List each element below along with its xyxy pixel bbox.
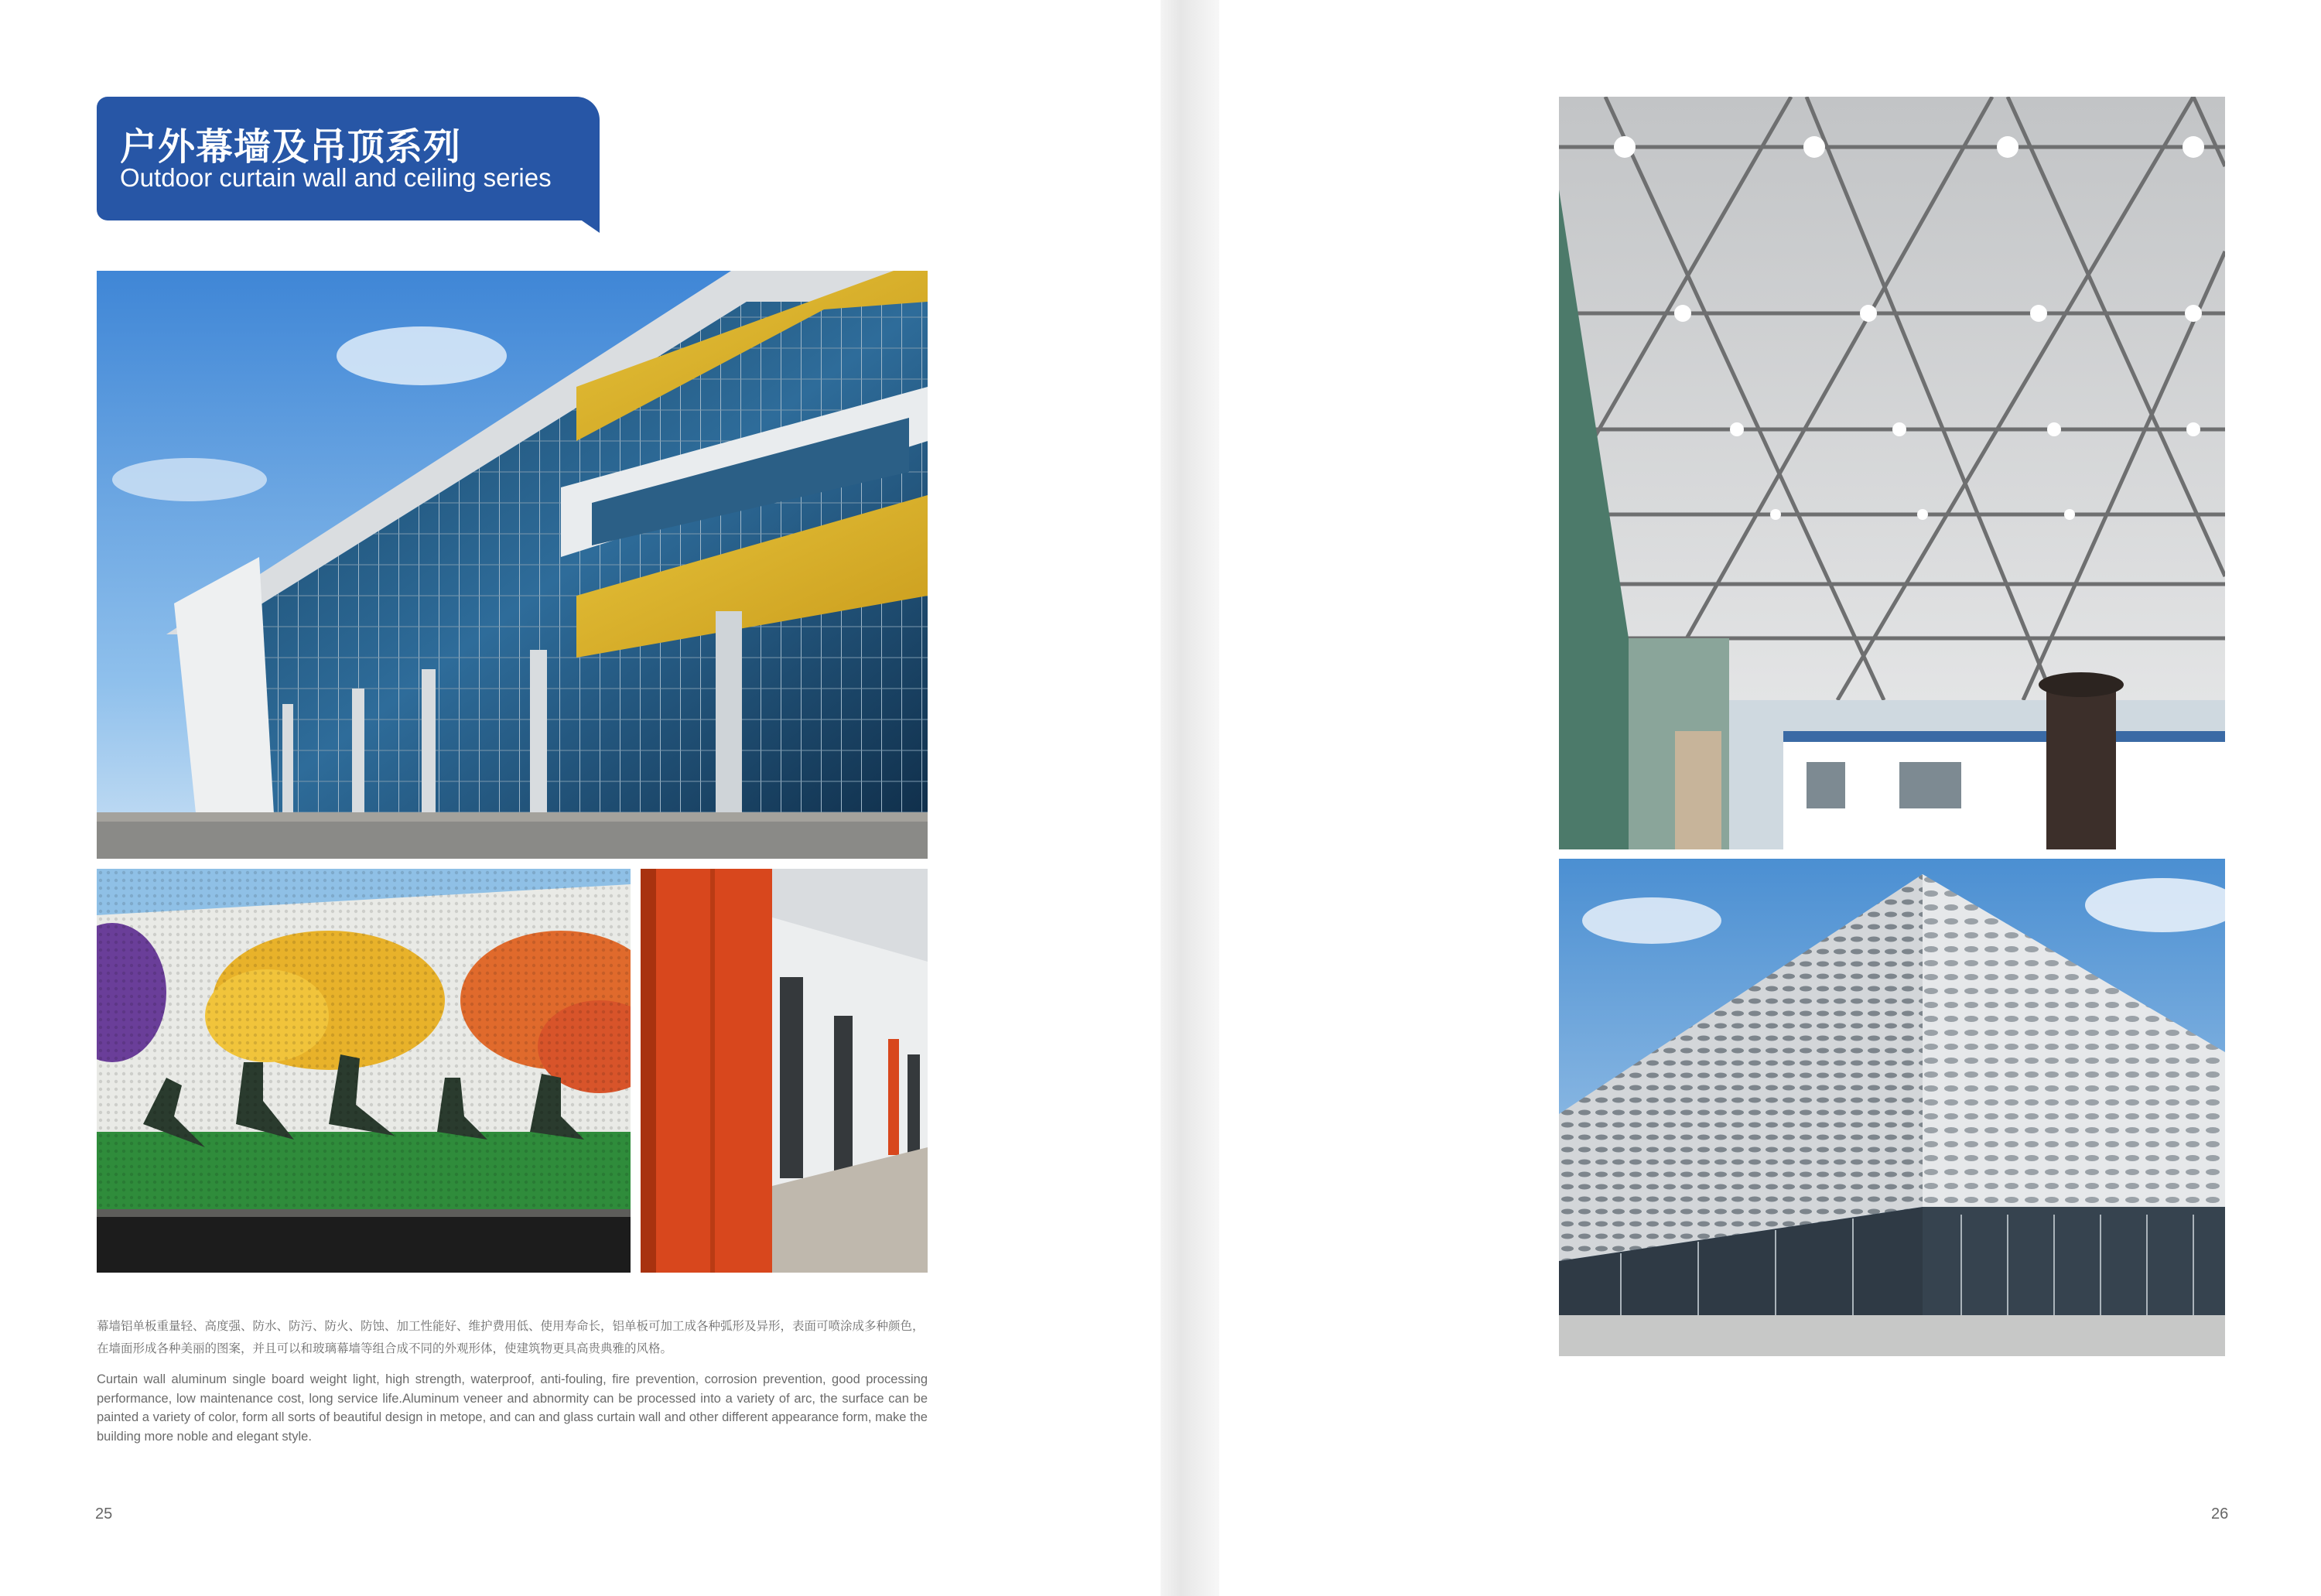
page-number-left: 25 xyxy=(95,1505,113,1523)
section-title-banner xyxy=(97,97,600,220)
red-panel-columns-photo xyxy=(641,869,928,1273)
building-facade-photo xyxy=(97,271,928,859)
section-title-english: Outdoor curtain wall and ceiling series xyxy=(120,163,552,192)
page-number-right: 26 xyxy=(2211,1505,2229,1523)
perforated-facade-building-photo xyxy=(1559,859,2225,1356)
tree-mural-wall-photo xyxy=(97,869,631,1273)
right-page xyxy=(1219,0,2321,1596)
triangle-ceiling-photo xyxy=(1559,97,2225,849)
left-page xyxy=(0,0,1160,1596)
book-spine-gutter xyxy=(1160,0,1219,1596)
description-chinese: 幕墙铝单板重量轻、高度强、防水、防污、防火、防蚀、加工性能好、维护费用低、使用寿命长，铝单板可加工成各种弧形及异形，表面可喷涂成多种颜色，在墙面形成各种美丽的图案，并且可以和玻璃幕墙等组合成不同的外观形体，使建筑物更具高贵典雅的风格。 xyxy=(97,1319,925,1355)
section-title-chinese: 户外幕墙及吊顶系列 xyxy=(120,125,462,169)
description-english: Curtain wall aluminum single board weight light, high strength, waterproof, anti-fouling, fire prevention, corrosion prevention, good processing performance, low maintenance cost, long service life.Aluminum veneer and abnormity can be processed into a variety of arc, the surface can be painted a variety of color, form all sorts of beautiful design in metope, and can and glass curtain wall and other different appearance form, make the building more noble and elegant style. xyxy=(97,1372,928,1444)
